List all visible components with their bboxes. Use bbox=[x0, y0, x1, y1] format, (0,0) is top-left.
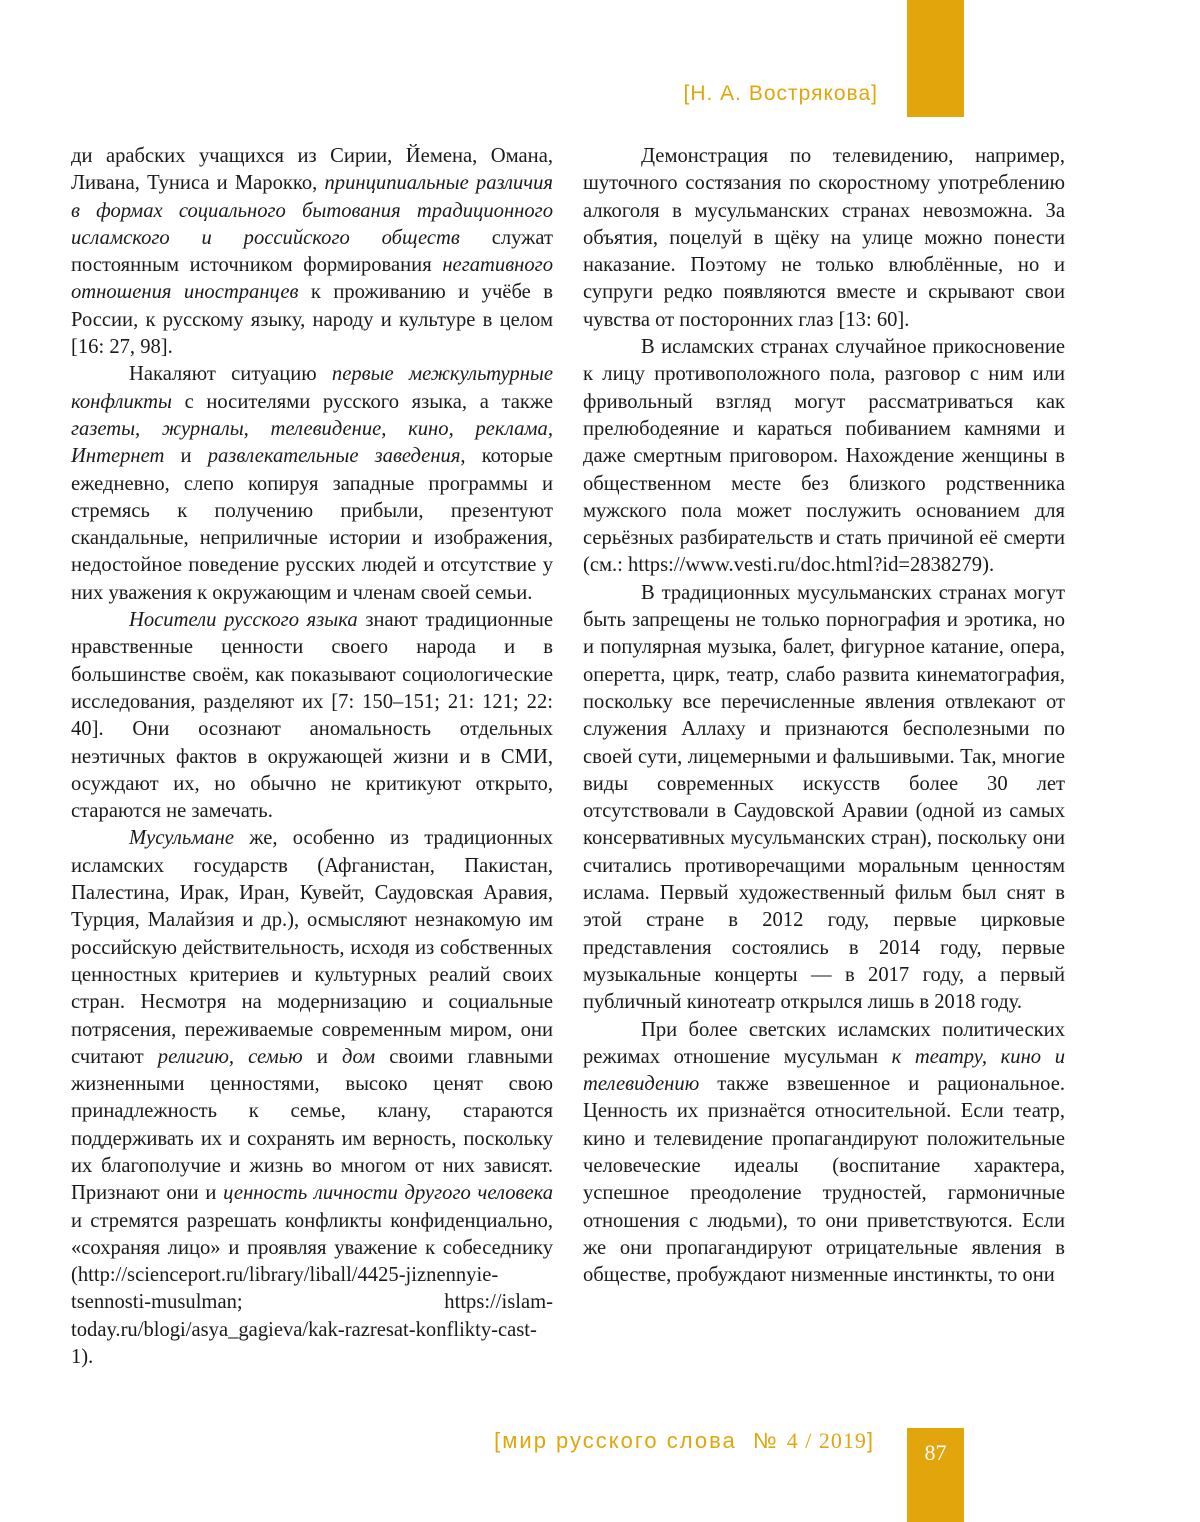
italic-run: развлекательные заведения bbox=[207, 445, 461, 468]
paragraph bbox=[71, 825, 553, 1371]
journal-title: [мир русского слова bbox=[494, 1428, 737, 1453]
text-run: При более светских исламских политических режимах отношение мусульман bbox=[583, 1018, 1065, 1068]
text-run: к проживанию и учёбе в России, к русскому языку, народу и культуре в целом [16: 27, 98]. bbox=[71, 281, 553, 359]
text-run: В традиционных мусульманских странах могут быть запрещены не только порнография и эротика, но и популярная музыка, балет, фигурное катание, опера, оперетта, цирк, театр, слабо развита кинематография, поскольку все перечисленные явления отвлекают от служения Аллаху и признаются бесполезными по своей сути, лицемерными и фальшивыми. Так, многие виды современных искусств более 30 лет отсутствовали в Саудовской Аравии (одной из самых консервативных мусульманских стран), поскольку они считались противоречащими моральным ценностям ислама. Первый художественный фильм был снят в этой стране в 2012 году, первые цирковые представления состоялись в 2014 году, первые музыкальные концерты — в 2017 году, а первый публичный кинотеатр открылся лишь в 2018 году. bbox=[583, 581, 1065, 1014]
text-run: Накаляют ситуацию bbox=[129, 363, 332, 386]
text-run: ди арабских учащихся из Сирии, Йемена, Омана, Ливана, Туниса и Марокко, bbox=[71, 145, 553, 195]
text-run: и стремятся разрешать конфликты конфиденциально, «сохраняя лицо» и проявляя уважение к собеседнику (http://scienceport.ru/library/liball/4425-jiznennyie-tsennosti-musulman; https://islam-today.ru/blogi/asya_gagieva/kak-razresat-konflikty-cast-1). bbox=[71, 1209, 553, 1369]
italic-run: религию, семью bbox=[157, 1045, 303, 1068]
italic-run: газеты, журналы, телевидение, кино, реклама, Интернет bbox=[71, 417, 553, 468]
paragraph bbox=[583, 334, 1065, 580]
text-run: и bbox=[302, 1045, 343, 1068]
paragraph bbox=[71, 361, 553, 607]
text-run: же, особенно из традиционных исламских государств (Афганистан, Пакистан, Палестина, Ирак, Иран, Кувейт, Саудовская Аравия, Турция, Малайзия и др.), осмысляют незнакомую им российскую действительность, исходя из собственных ценностных критериев и культурных реалий своих стран. Несмотря на модернизацию и социальные потрясения, переживаемые современным миром, они считают bbox=[71, 827, 553, 1068]
issue-label: № bbox=[753, 1428, 779, 1453]
left-text-column bbox=[71, 143, 553, 1371]
right-text-column bbox=[583, 143, 1065, 1289]
paragraph bbox=[583, 1017, 1065, 1290]
footer-bracket: ] bbox=[866, 1428, 875, 1453]
top-accent-bar bbox=[907, 0, 964, 117]
text-run: знают традиционные нравственные ценности своего народа и в большинстве своём, как показывают социологические исследования, разделяют их [7: 150–151; 21: 121; 22: 40]. Они осознают аномальность отдельных неэтичных фактов в окружающей жизни и в СМИ, осуждают их, но обычно не критикуют открыто, стараются не замечать. bbox=[71, 609, 553, 823]
text-run: В исламских странах случайное прикосновение к лицу противоположного пола, разговор с ним или фривольный взгляд могут рассматриваться как прелюбодеяние и караться побиванием камнями и даже смертным приговором. Нахождение женщины в общественном месте без близкого родственника мужского пола может послужить основанием для серьёзных разбирательств и стать причиной её смерти (см.: https://www.vesti.ru/doc.html?id=2838279). bbox=[583, 336, 1065, 577]
text-run: , которые ежедневно, слепо копируя западные программы и стремясь к получению прибыли, презентуют скандальные, неприличные истории и изображения, недостойное поведение русских людей и отсутствие у них уважения к окружающим и членам своей семьи. bbox=[71, 445, 553, 604]
italic-run: принципиальные различия в формах социального бытования традиционного исламского и российского обществ bbox=[71, 172, 554, 249]
italic-run: дом bbox=[342, 1045, 376, 1068]
paragraph bbox=[71, 607, 553, 825]
italic-run: Носители русского языка bbox=[129, 609, 358, 632]
italic-run: негативного отношения иностранцев bbox=[71, 254, 553, 304]
running-footer-journal bbox=[494, 1428, 875, 1454]
italic-run: ценность личности другого человека bbox=[223, 1182, 553, 1205]
page-number: 87 bbox=[924, 1440, 947, 1465]
issue-number: 4 / 2019 bbox=[786, 1428, 867, 1453]
text-run: Демонстрация по телевидению, например, шуточного состязания по скоростному употреблению алкоголя в мусульманских странах невозможна. За объятия, поцелуй в щёку на улице можно понести наказание. Поэтому не только влюблённые, но и супруги редко появляются вместе и скрывают свои чувства от посторонних глаз [13: 60]. bbox=[583, 145, 1065, 331]
paragraph bbox=[71, 143, 553, 361]
paragraph bbox=[583, 580, 1065, 1017]
text-run: и bbox=[164, 445, 208, 468]
running-header-author: [Н. А. Вострякова] bbox=[683, 82, 878, 105]
text-run: также взвешенное и рациональное. Ценность их признаётся относительной. Если театр, кино и телевидение пропагандируют положительные человеческие идеалы (воспитание характера, успешное преодоление трудностей, гармоничные отношения с людьми), то они приветствуются. Если же они пропагандируют отрицательные явления в обществе, пробуждают низменные инстинкты, то они bbox=[583, 1073, 1065, 1287]
italic-run: Мусульмане bbox=[129, 827, 235, 850]
paragraph bbox=[583, 143, 1065, 334]
text-run: с носителями русского языка, а также bbox=[171, 390, 553, 413]
text-run: своими главными жизненными ценностями, высоко ценят свою принадлежность к семье, клану, стараются поддерживать их и сохранять им верность, поскольку их благополучие и жизнь во многом от них зависят. Признают они и bbox=[71, 1045, 553, 1205]
italic-run: к театру, кино и телевидению bbox=[583, 1045, 1065, 1096]
text-run: служат постоянным источником формирования bbox=[71, 226, 553, 277]
italic-run: первые межкультурные конфликты bbox=[71, 363, 554, 413]
